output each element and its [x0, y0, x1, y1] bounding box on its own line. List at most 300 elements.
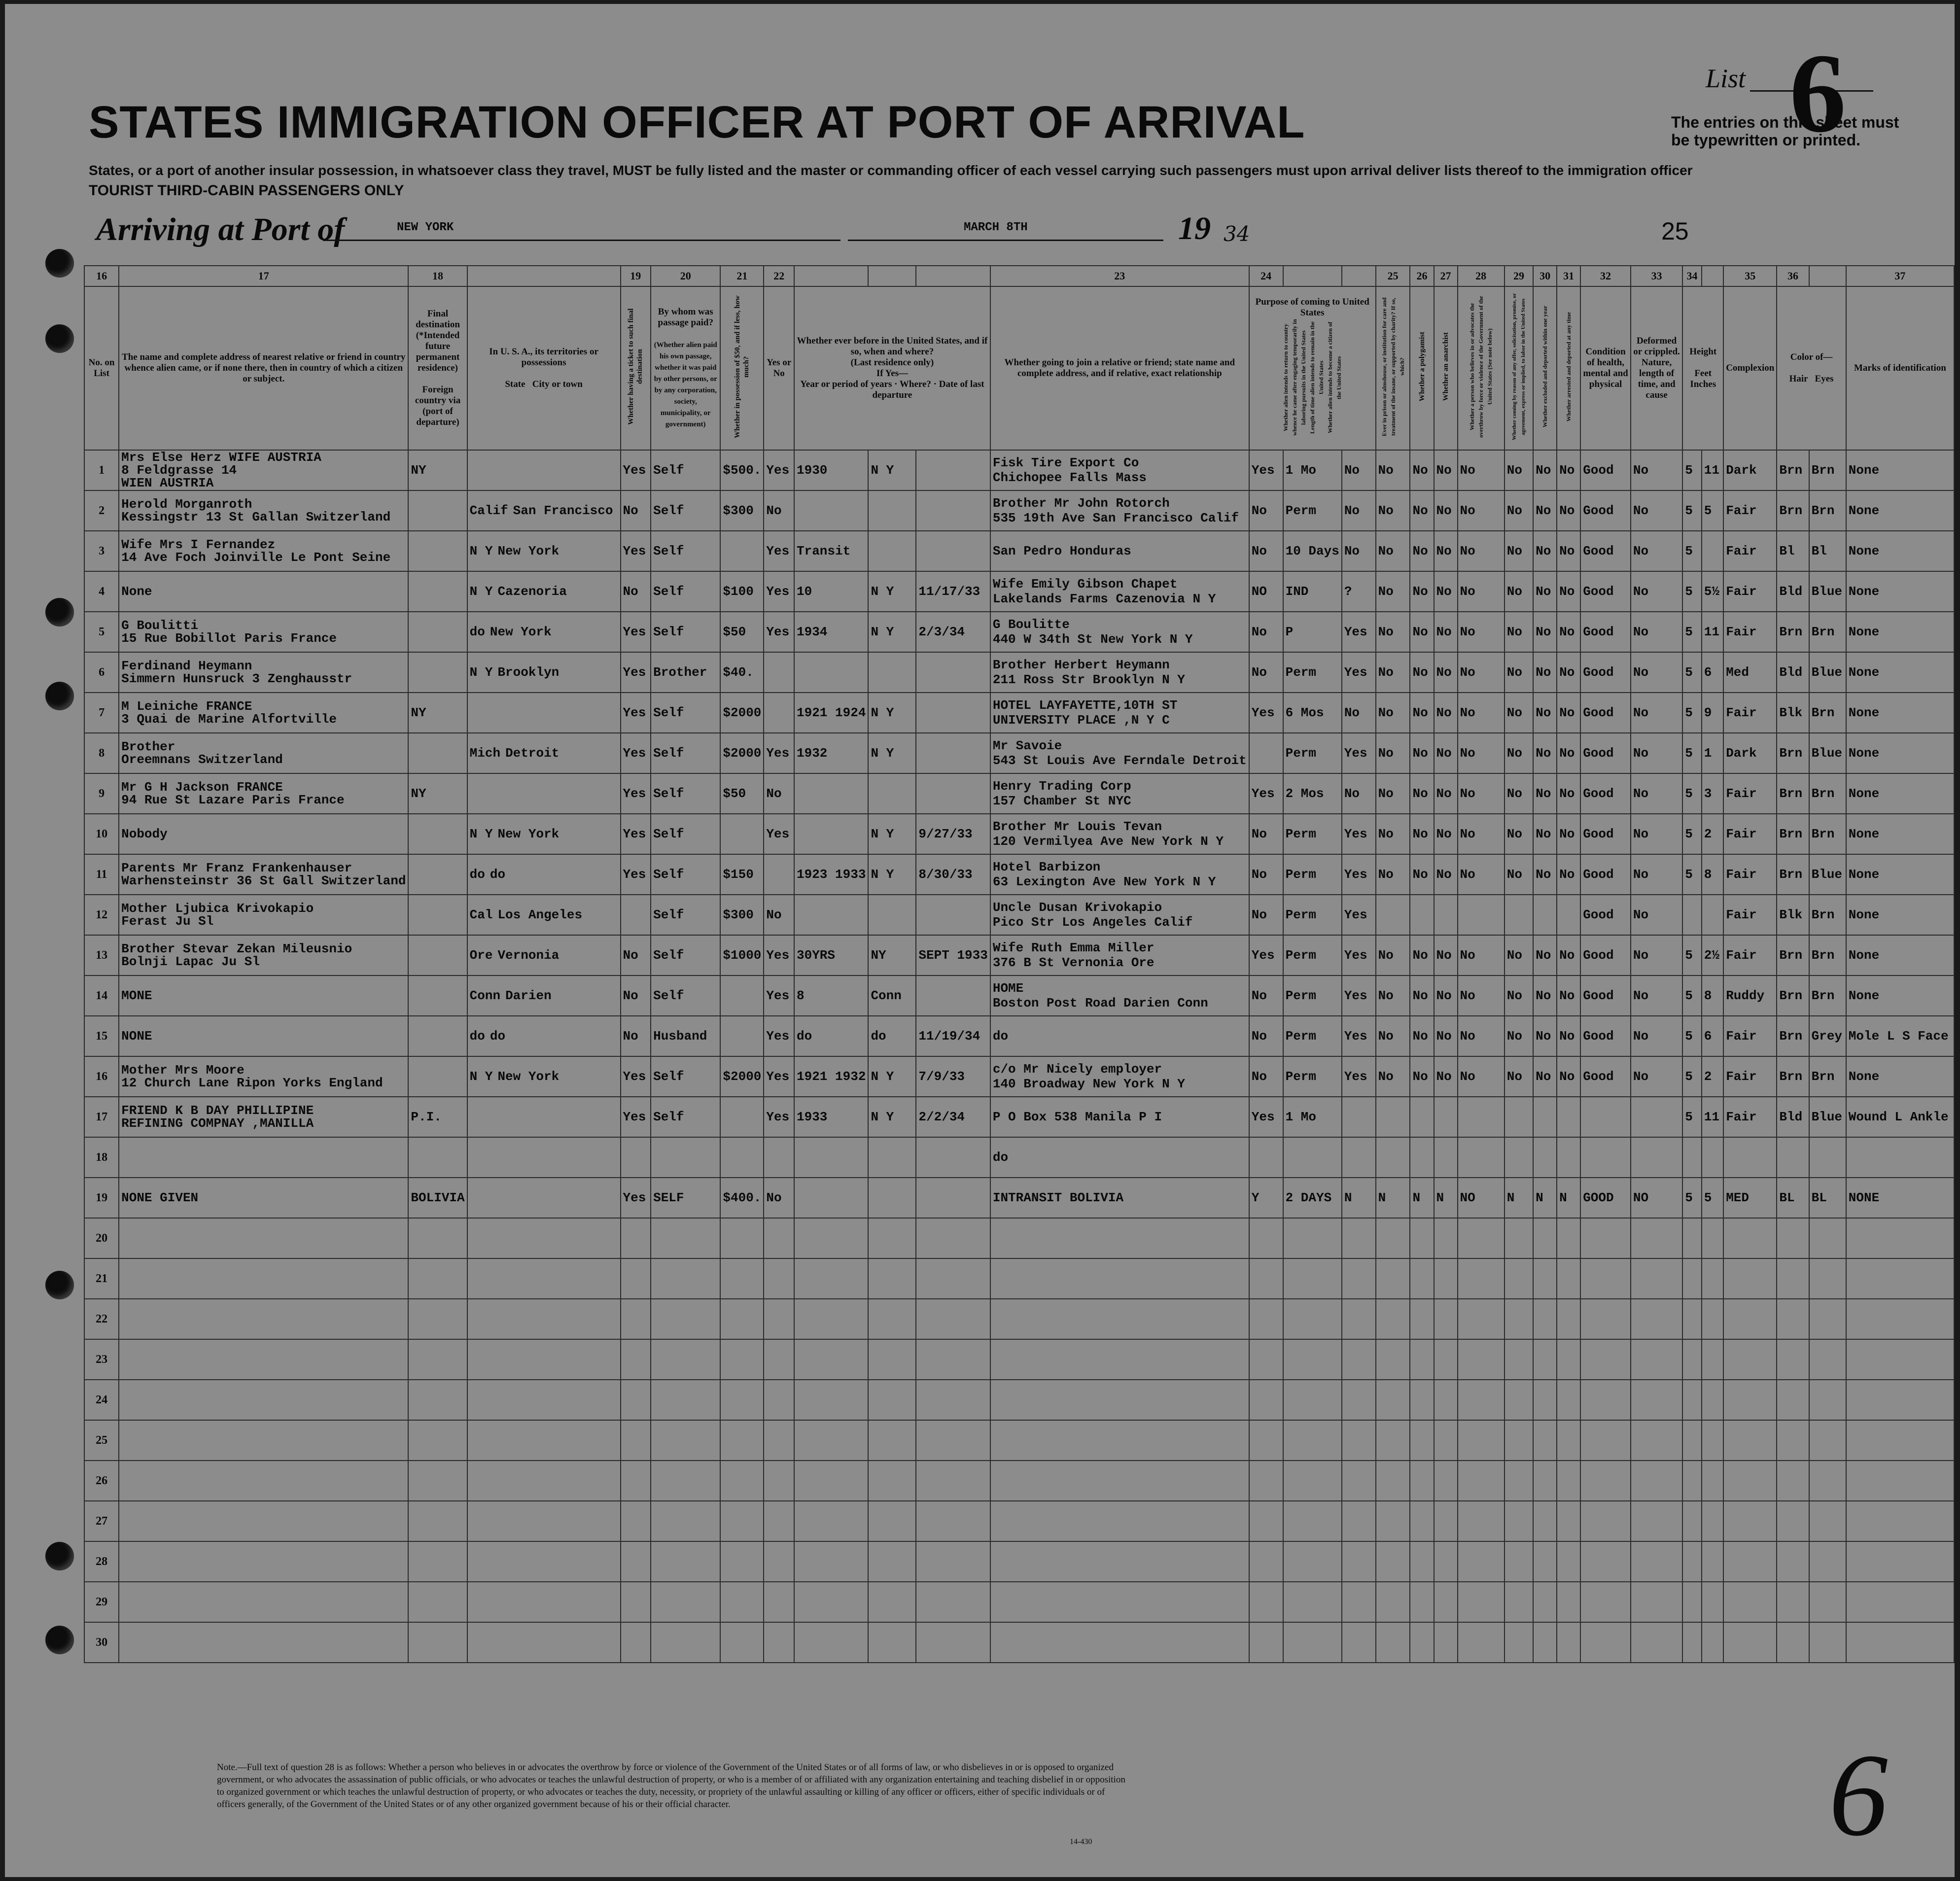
- cell-money: [720, 1380, 764, 1420]
- cell-ticket: No: [621, 490, 651, 531]
- column-number: [467, 266, 621, 286]
- cell-ticket: Yes: [621, 814, 651, 854]
- cell-ft: 5: [1682, 1178, 1702, 1218]
- cell-health: Good: [1580, 1016, 1631, 1056]
- cell-health: Good: [1580, 814, 1631, 854]
- cell-in: 3: [1702, 773, 1723, 814]
- cell-dep: [916, 1178, 990, 1218]
- cell-p3: Yes: [1342, 1016, 1376, 1056]
- column-number: 30: [1533, 266, 1557, 286]
- header-purpose-1: Whether alien intends to return to country whence he came after engaging temporarily in laboring pursuits in the United States: [1282, 319, 1307, 436]
- cell-health: GOOD: [1580, 1178, 1631, 1218]
- cell-deformed: NO: [1631, 1178, 1682, 1218]
- cell-p2: [1283, 1622, 1342, 1663]
- relative-line: Oreemnans Switzerland: [121, 752, 283, 767]
- cell-hair: Brn: [1777, 935, 1809, 975]
- cell-marks: [1846, 1380, 1954, 1420]
- relative-line: 94 Rue St Lazare Paris France: [121, 793, 345, 807]
- cell-c26: [1410, 1420, 1434, 1461]
- cell-relative: [119, 1097, 408, 1137]
- cell-comp: Fair: [1723, 1056, 1777, 1097]
- cell-c30: [1533, 1137, 1557, 1178]
- cell-ticket: No: [621, 571, 651, 612]
- cell-money: $500.: [720, 450, 764, 490]
- cell-yrs: 1930: [794, 450, 868, 490]
- cell-c31: No: [1557, 450, 1580, 490]
- cell-c31: No: [1557, 531, 1580, 571]
- cell-c27: No: [1434, 975, 1458, 1016]
- cell-eyes: [1809, 1541, 1846, 1582]
- cell-dep: [916, 1461, 990, 1501]
- cell-p2: Perm: [1283, 854, 1342, 895]
- cell-c29: [1505, 1097, 1533, 1137]
- cell-p2: [1283, 1218, 1342, 1258]
- cell-yrs: 30YRS: [794, 935, 868, 975]
- cell-comp: [1723, 1501, 1777, 1541]
- cell-hair: [1777, 1420, 1809, 1461]
- cell-marks: [1846, 1501, 1954, 1541]
- cell-marks: None: [1846, 1056, 1954, 1097]
- cell-dep: [916, 1299, 990, 1339]
- cell-yn: Yes: [764, 1056, 794, 1097]
- cell-where: [868, 1339, 916, 1380]
- cell-marks: Mole L S Face: [1846, 1016, 1954, 1056]
- cell-paid: Self: [651, 975, 720, 1016]
- cell-city: do: [490, 1029, 506, 1044]
- cell-ticket: Yes: [621, 773, 651, 814]
- binder-hole: [45, 598, 74, 627]
- cell-c27: [1434, 1339, 1458, 1380]
- cell-c27: No: [1434, 693, 1458, 733]
- cell-n: 3: [84, 531, 119, 571]
- cell-hair: [1777, 1501, 1809, 1541]
- cell-eyes: Blue: [1809, 1097, 1846, 1137]
- cell-via: [408, 895, 467, 935]
- cell-c26: No: [1410, 693, 1434, 733]
- cell-hair: Brn: [1777, 490, 1809, 531]
- cell-ft: 5: [1682, 1056, 1702, 1097]
- cell-n: 21: [84, 1258, 119, 1299]
- table-row: [84, 531, 1954, 571]
- cell-c31: No: [1557, 773, 1580, 814]
- cell-comp: Fair: [1723, 854, 1777, 895]
- header-c26-label: Whether a polygamist: [1418, 332, 1426, 402]
- cell-health: Good: [1580, 773, 1631, 814]
- cell-c29: No: [1505, 490, 1533, 531]
- cell-p1: [1249, 1541, 1283, 1582]
- cell-money: $300: [720, 490, 764, 531]
- cell-state-city: [467, 571, 621, 612]
- cell-yrs: [794, 773, 868, 814]
- cell-c30: [1533, 1420, 1557, 1461]
- cell-c28: No: [1458, 773, 1505, 814]
- cell-c25: N: [1376, 1178, 1410, 1218]
- cell-state: Conn: [469, 988, 501, 1003]
- cell-joining: [990, 935, 1249, 975]
- joining-line: Fisk Tire Export Co: [992, 455, 1139, 470]
- cell-c28: No: [1458, 975, 1505, 1016]
- cell-yn: [764, 1339, 794, 1380]
- cell-c29: [1505, 1299, 1533, 1339]
- cell-eyes: Brn: [1809, 975, 1846, 1016]
- cell-comp: [1723, 1258, 1777, 1299]
- cell-health: Good: [1580, 733, 1631, 773]
- cell-c27: No: [1434, 935, 1458, 975]
- column-number: 31: [1557, 266, 1580, 286]
- cell-c29: No: [1505, 854, 1533, 895]
- cell-money: [720, 1097, 764, 1137]
- cell-joining: [990, 612, 1249, 652]
- cell-via: [408, 1622, 467, 1663]
- cell-dep: [916, 1622, 990, 1663]
- joining-line: Brother Mr John Rotorch: [992, 496, 1170, 511]
- cell-c28: [1458, 1541, 1505, 1582]
- subtitle-line2: TOURIST THIRD-CABIN PASSENGERS ONLY: [89, 182, 404, 199]
- header-yes-no: [764, 286, 794, 450]
- cell-paid: [651, 1339, 720, 1380]
- cell-state-city: [467, 1056, 621, 1097]
- cell-comp: Fair: [1723, 693, 1777, 733]
- cell-deformed: [1631, 1380, 1682, 1420]
- cell-where: [868, 1541, 916, 1582]
- cell-yrs: 1933: [794, 1097, 868, 1137]
- cell-n: 17: [84, 1097, 119, 1137]
- cell-ft: 5: [1682, 854, 1702, 895]
- cell-ticket: Yes: [621, 1097, 651, 1137]
- cell-marks: [1846, 1622, 1954, 1663]
- cell-c26: [1410, 1339, 1434, 1380]
- cell-in: [1702, 531, 1723, 571]
- cell-ticket: [621, 1258, 651, 1299]
- page-number: 25: [1661, 217, 1689, 245]
- cell-marks: None: [1846, 652, 1954, 693]
- cell-c31: No: [1557, 1016, 1580, 1056]
- joining-line: 535 19th Ave San Francisco Calif: [992, 511, 1239, 525]
- header-c29-label: Whether coming by reason of any offer, solicitation, promise, or agreement, express or implied, to labor in the United States: [1511, 293, 1526, 441]
- cell-marks: [1846, 1258, 1954, 1299]
- cell-state-city: [467, 1339, 621, 1380]
- cell-c30: No: [1533, 1056, 1557, 1097]
- header-ticket: [621, 286, 651, 450]
- cell-p3: Yes: [1342, 1056, 1376, 1097]
- cell-ticket: Yes: [621, 612, 651, 652]
- cell-ticket: No: [621, 935, 651, 975]
- cell-c31: No: [1557, 571, 1580, 612]
- cell-money: $50: [720, 612, 764, 652]
- cell-n: 6: [84, 652, 119, 693]
- cell-state-city: [467, 1380, 621, 1420]
- cell-c31: [1557, 1097, 1580, 1137]
- cell-ticket: [621, 1339, 651, 1380]
- cell-where: [868, 1622, 916, 1663]
- cell-deformed: No: [1631, 773, 1682, 814]
- cell-c31: [1557, 1541, 1580, 1582]
- cell-ticket: [621, 1622, 651, 1663]
- cell-comp: Fair: [1723, 935, 1777, 975]
- cell-in: 8: [1702, 975, 1723, 1016]
- header-passage: [651, 286, 720, 450]
- cell-ft: 5: [1682, 571, 1702, 612]
- cell-dep: 11/17/33: [916, 571, 990, 612]
- cell-relative: [119, 1016, 408, 1056]
- cell-state: do: [469, 625, 485, 639]
- cell-p3: No: [1342, 773, 1376, 814]
- cell-paid: Self: [651, 571, 720, 612]
- header-purpose-3: Whether alien intends to become a citizen of the United States: [1327, 321, 1343, 434]
- cell-c31: N: [1557, 1178, 1580, 1218]
- cell-p1: No: [1249, 1016, 1283, 1056]
- cell-p1: [1249, 1582, 1283, 1622]
- cell-dep: 9/27/33: [916, 814, 990, 854]
- cell-c31: [1557, 1380, 1580, 1420]
- cell-c26: No: [1410, 531, 1434, 571]
- cell-hair: Brn: [1777, 612, 1809, 652]
- cell-relative: [119, 1258, 408, 1299]
- table-row: [84, 1258, 1954, 1299]
- cell-health: Good: [1580, 975, 1631, 1016]
- cell-paid: [651, 1218, 720, 1258]
- cell-p3: N: [1342, 1178, 1376, 1218]
- cell-deformed: [1631, 1461, 1682, 1501]
- cell-health: [1580, 1501, 1631, 1541]
- cell-relative: [119, 571, 408, 612]
- cell-money: $2000: [720, 733, 764, 773]
- cell-state-city: [467, 1258, 621, 1299]
- cell-c31: No: [1557, 814, 1580, 854]
- joining-line: Hotel Barbizon: [992, 860, 1101, 874]
- header-final-destination: Final destination: [416, 309, 460, 330]
- relative-line: M Leiniche FRANCE: [121, 699, 252, 714]
- cell-relative: [119, 1137, 408, 1178]
- cell-c31: [1557, 1501, 1580, 1541]
- cell-c27: [1434, 1582, 1458, 1622]
- cell-eyes: Brn: [1809, 490, 1846, 531]
- date-value: MARCH 8TH: [964, 221, 1028, 234]
- cell-p1: Yes: [1249, 693, 1283, 733]
- header-year-period: Year or period of years: [800, 379, 892, 389]
- cell-relative: [119, 1178, 408, 1218]
- cell-state: N Y: [469, 827, 493, 841]
- column-number: 36: [1777, 266, 1809, 286]
- binder-hole: [45, 1271, 74, 1299]
- cell-n: 4: [84, 571, 119, 612]
- header-in-usa-label: In U. S. A., its territories or possessions: [489, 347, 598, 368]
- cell-health: [1580, 1218, 1631, 1258]
- cell-health: Good: [1580, 571, 1631, 612]
- table-row: [84, 450, 1954, 490]
- cell-deformed: No: [1631, 490, 1682, 531]
- cell-relative: [119, 895, 408, 935]
- cell-eyes: [1809, 1582, 1846, 1622]
- cell-hair: [1777, 1582, 1809, 1622]
- cell-hair: Brn: [1777, 975, 1809, 1016]
- table-row: [84, 571, 1954, 612]
- cell-health: Good: [1580, 612, 1631, 652]
- cell-comp: [1723, 1137, 1777, 1178]
- cell-joining: [990, 652, 1249, 693]
- cell-paid: [651, 1582, 720, 1622]
- column-number: 27: [1434, 266, 1458, 286]
- cell-deformed: [1631, 1582, 1682, 1622]
- cell-hair: [1777, 1299, 1809, 1339]
- cell-comp: Fair: [1723, 531, 1777, 571]
- cell-health: [1580, 1461, 1631, 1501]
- cell-joining: [990, 975, 1249, 1016]
- cell-yn: [764, 1137, 794, 1178]
- port-value: NEW YORK: [397, 221, 454, 234]
- cell-c26: [1410, 1501, 1434, 1541]
- cell-marks: None: [1846, 773, 1954, 814]
- cell-yn: Yes: [764, 733, 794, 773]
- cell-eyes: BL: [1809, 1178, 1846, 1218]
- cell-c28: No: [1458, 854, 1505, 895]
- cell-c30: No: [1533, 652, 1557, 693]
- cell-c25: [1376, 1501, 1410, 1541]
- cell-ticket: Yes: [621, 854, 651, 895]
- cell-c29: [1505, 1137, 1533, 1178]
- cell-c26: [1410, 1380, 1434, 1420]
- header-state: State: [505, 379, 525, 389]
- cell-deformed: No: [1631, 571, 1682, 612]
- cell-joining: [990, 1258, 1249, 1299]
- cell-c28: [1458, 1582, 1505, 1622]
- cell-c28: [1458, 1622, 1505, 1663]
- cell-c28: [1458, 1420, 1505, 1461]
- cell-in: [1702, 1461, 1723, 1501]
- cell-marks: None: [1846, 490, 1954, 531]
- cell-yrs: [794, 1137, 868, 1178]
- cell-yrs: [794, 1501, 868, 1541]
- cell-comp: [1723, 1420, 1777, 1461]
- table-row: [84, 490, 1954, 531]
- joining-line: do: [992, 1150, 1009, 1165]
- cell-comp: Ruddy: [1723, 975, 1777, 1016]
- cell-c30: [1533, 1097, 1557, 1137]
- cell-c26: No: [1410, 1056, 1434, 1097]
- column-number: 22: [764, 266, 794, 286]
- cell-marks: [1846, 1299, 1954, 1339]
- relative-line: Nobody: [121, 827, 168, 841]
- cell-marks: None: [1846, 531, 1954, 571]
- cell-c26: No: [1410, 612, 1434, 652]
- cell-ft: [1682, 1541, 1702, 1582]
- cell-yn: Yes: [764, 612, 794, 652]
- cell-p2: Perm: [1283, 975, 1342, 1016]
- year-prefix: 19: [1178, 210, 1211, 246]
- cell-state-city: [467, 652, 621, 693]
- cell-yrs: [794, 1461, 868, 1501]
- cell-c31: [1557, 1582, 1580, 1622]
- cell-ft: 5: [1682, 814, 1702, 854]
- joining-line: Wife Ruth Emma Miller: [992, 940, 1155, 955]
- cell-p3: Yes: [1342, 652, 1376, 693]
- cell-deformed: No: [1631, 935, 1682, 975]
- cell-via: [408, 1299, 467, 1339]
- manifest-rows: [84, 450, 1954, 1663]
- cell-in: [1702, 1218, 1723, 1258]
- column-number: 19: [621, 266, 651, 286]
- header-if-yes: If Yes—: [876, 368, 909, 379]
- cell-c28: [1458, 1299, 1505, 1339]
- column-number: 34: [1682, 266, 1702, 286]
- table-row: [84, 1137, 1954, 1178]
- cell-p1: Yes: [1249, 450, 1283, 490]
- cell-c30: No: [1533, 733, 1557, 773]
- cell-eyes: Brn: [1809, 773, 1846, 814]
- cell-state-city: [467, 1582, 621, 1622]
- cell-comp: Fair: [1723, 571, 1777, 612]
- cell-c26: No: [1410, 814, 1434, 854]
- binder-hole: [45, 682, 74, 710]
- joining-line: 440 W 34th St New York N Y: [992, 632, 1193, 647]
- cell-health: [1580, 1258, 1631, 1299]
- cell-ticket: Yes: [621, 652, 651, 693]
- cell-c29: No: [1505, 773, 1533, 814]
- header-c29: [1505, 286, 1533, 450]
- binder-hole: [45, 324, 74, 353]
- cell-via: [408, 1258, 467, 1299]
- cell-ticket: [621, 1380, 651, 1420]
- joining-line: 120 Vermilyea Ave New York N Y: [992, 834, 1224, 849]
- header-c30-label: Whether excluded and deported within one year: [1541, 306, 1549, 428]
- cell-dep: [916, 895, 990, 935]
- cell-via: [408, 935, 467, 975]
- joining-line: 211 Ross Str Brooklyn N Y: [992, 672, 1185, 687]
- cell-comp: [1723, 1541, 1777, 1582]
- cell-ft: 5: [1682, 935, 1702, 975]
- cell-p2: 10 Days: [1283, 531, 1342, 571]
- relative-line: FRIEND K B DAY PHILLIPINE: [121, 1103, 314, 1118]
- cell-money: $1000: [720, 935, 764, 975]
- cell-p1: NO: [1249, 571, 1283, 612]
- cell-hair: Brn: [1777, 773, 1809, 814]
- cell-state: N Y: [469, 584, 493, 599]
- relative-line: None: [121, 584, 152, 599]
- cell-marks: None: [1846, 693, 1954, 733]
- cell-marks: [1846, 1420, 1954, 1461]
- cell-where: N Y: [868, 733, 916, 773]
- cell-dep: SEPT 1933: [916, 935, 990, 975]
- cell-yn: [764, 1258, 794, 1299]
- cell-c30: No: [1533, 854, 1557, 895]
- joining-line: Brother Mr Louis Tevan: [992, 819, 1162, 834]
- cell-p2: [1283, 1501, 1342, 1541]
- cell-comp: Fair: [1723, 1016, 1777, 1056]
- cell-via: [408, 1420, 467, 1461]
- column-number: 26: [1410, 266, 1434, 286]
- cell-c25: [1376, 1218, 1410, 1258]
- cell-c25: [1376, 1420, 1410, 1461]
- cell-c25: No: [1376, 652, 1410, 693]
- cell-p1: [1249, 733, 1283, 773]
- cell-c27: [1434, 1380, 1458, 1420]
- cell-c31: No: [1557, 975, 1580, 1016]
- cell-hair: [1777, 1380, 1809, 1420]
- cell-c29: No: [1505, 652, 1533, 693]
- cell-deformed: No: [1631, 814, 1682, 854]
- cell-p3: [1342, 1501, 1376, 1541]
- cell-money: [720, 1016, 764, 1056]
- table-row: [84, 1218, 1954, 1258]
- cell-comp: Fair: [1723, 773, 1777, 814]
- cell-paid: Self: [651, 895, 720, 935]
- cell-c27: No: [1434, 571, 1458, 612]
- page-title: STATES IMMIGRATION OFFICER AT PORT OF ARRIVAL: [89, 97, 1305, 147]
- column-number-row: [84, 266, 1954, 286]
- cell-c26: [1410, 1137, 1434, 1178]
- cell-c30: [1533, 1258, 1557, 1299]
- cell-c26: [1410, 1582, 1434, 1622]
